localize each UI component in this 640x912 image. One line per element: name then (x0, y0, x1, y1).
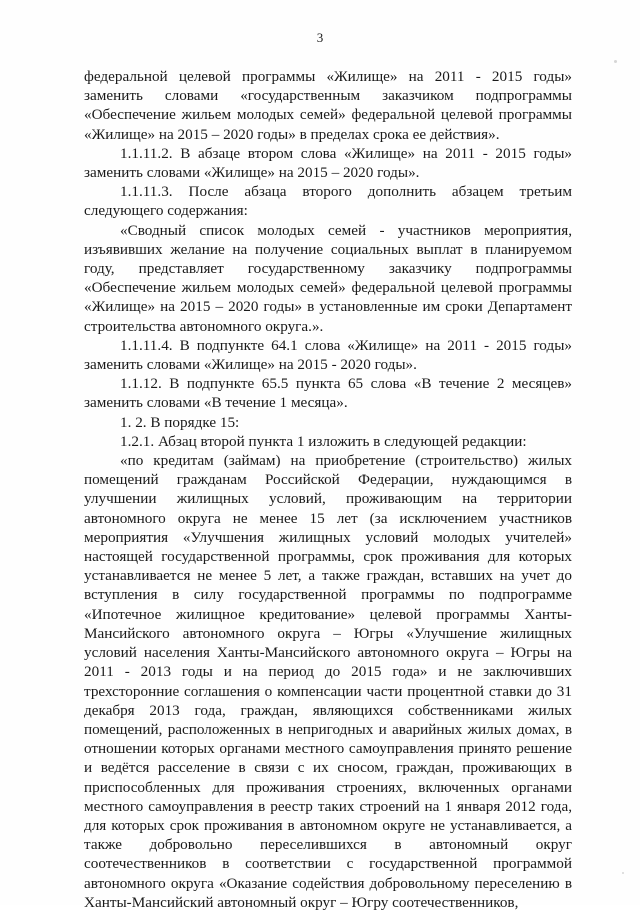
scan-speck (622, 872, 624, 874)
paragraph-continuation: федеральной целевой программы «Жилище» на 2011 - 2015 годы» заменить словами «государственным заказчиком подпрограммы «Обеспечение жильем молодых семей» федеральной целевой программы «Жилище» на 2015 – 2020 годы» в пределах срока ее действия». (84, 68, 572, 143)
paragraph-1-1-11-4: 1.1.11.4. В подпункте 64.1 слова «Жилище» на 2011 - 2015 годы» заменить словами «Жилище» на 2015 - 2020 годы». (84, 336, 572, 374)
paragraph-1-1-11-3: 1.1.11.3. После абзаца второго дополнить абзацем третьим следующего содержания: (84, 183, 572, 220)
page-number: 3 (316, 30, 324, 45)
paragraph-new-wording: «по кредитам (займам) на приобретение (строительство) жилых помещений гражданам Российской Федерации, нуждающимся в улучшении жилищных условий, проживающим на территории автономного округа не менее 15 лет (за исключением участников мероприятия «Улучшения жилищных условий молодых учителей» настоящей государственной программы, срок проживания для которых устанавливается не менее 5 лет, а также граждан, вставших на учет до вступления в силу государственной программы по подпрограмме «Ипотечное жилищное кредитование» целевой программы Ханты-Мансийского автономного округа – Югры «Улучшение жилищных условий населения Ханты-Мансийского автономного округа – Югры на 2011 - 2013 годы и на период до 2015 года» и не заключивших трехсторонние соглашения о компенсации части процентной ставки до 31 декабря 2013 года, граждан, являющихся собственниками жилых помещений, расположенных в непригодных и аварийных жилых домах, в отношении которых органами местного самоуправления принято решение и ведётся расселение в связи с их сносом, граждан, проживающих в приспособленных для проживания строениях, включенных органами местного самоуправления в реестр таких строений на 1 января 2012 года, для которых срок проживания в автономном округе не устанавливается, а также добровольно переселившихся в автономный округ соотечественников в соответствии с государственной программой автономного округа «Оказание содействия добровольному переселению в Ханты-Мансийский автономный округ – Югру соотечественников, (84, 452, 572, 911)
scan-speck (614, 60, 617, 63)
paragraph-1-1-11-2: 1.1.11.2. В абзаце втором слова «Жилище» на 2011 - 2015 годы» заменить словами «Жилище» на 2015 – 2020 годы». (84, 144, 572, 182)
paragraph-1-2-1: 1.2.1. Абзац второй пункта 1 изложить в следующей редакции: (120, 432, 527, 450)
paragraph-1-1-12: 1.1.12. В подпункте 65.5 пункта 65 слова «В течение 2 месяцев» заменить словами «В течение 1 месяца». (84, 375, 572, 412)
paragraph-1-2: 1. 2. В порядке 15: (120, 413, 240, 431)
paragraph-quoted-insert: «Сводный список молодых семей - участников мероприятия, изъявивших желание на получение социальных выплат в планируемом году, представляет государственному заказчику подпрограммы «Обеспечение жильем молодых семей» федеральной целевой программы «Жилище» на 2015 – 2020 годы» в установленные им сроки Департамент строительства автономного округа.». (84, 221, 572, 335)
document-body (84, 67, 572, 912)
